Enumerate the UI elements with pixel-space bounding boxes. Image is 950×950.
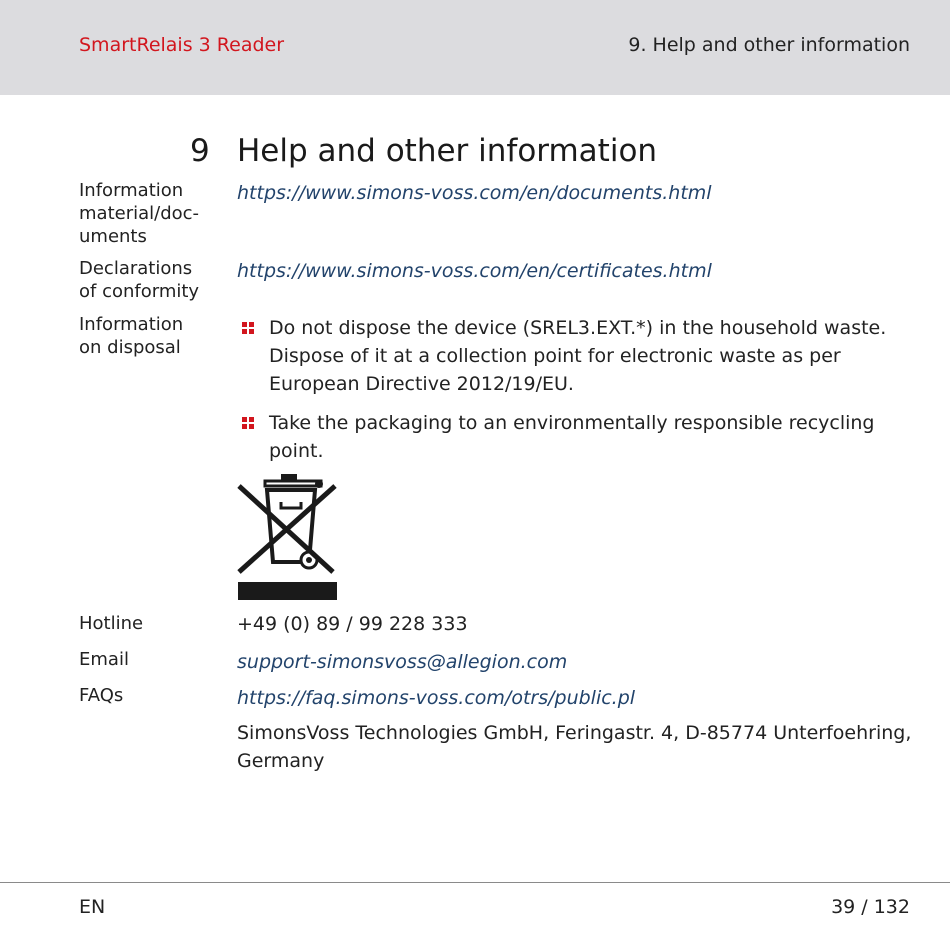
label-line: Information [79, 314, 184, 335]
hotline-number: +49 (0) 89 / 99 228 333 [237, 613, 468, 635]
label-line: of conformity [79, 281, 200, 302]
page-header [0, 0, 950, 95]
company-address [237, 719, 927, 775]
address-line: SimonsVoss Technologies GmbH, Feringastr. 4, D-85774 Unterfoehring, [237, 722, 912, 744]
bullet-line: European Directive 2012/19/EU. [269, 373, 574, 395]
page-number: 39 / 132 [831, 896, 910, 918]
bullet-icon [241, 321, 257, 337]
running-section-title: 9. Help and other information [628, 34, 910, 56]
footer-language: EN [79, 896, 106, 918]
address-line: Germany [237, 750, 325, 772]
label-declarations-of-conformity [79, 257, 229, 303]
bullet-line: point. [269, 440, 324, 462]
chapter-number: 9 [190, 133, 210, 169]
bullet-line: Take the packaging to an environmentally responsible recycling [269, 412, 875, 434]
packaging-bullet-text [269, 409, 899, 465]
label-line: on disposal [79, 337, 181, 358]
footer-divider [0, 882, 950, 883]
chapter-title: Help and other information [237, 133, 658, 169]
certificates-link[interactable]: https://www.simons-voss.com/en/certificates.html [237, 260, 712, 282]
label-information-material [79, 179, 229, 248]
crossed-out-wheelie-bin-icon [237, 472, 337, 602]
document-brand: SmartRelais 3 Reader [79, 34, 285, 56]
bullet-line: Do not dispose the device (SREL3.EXT.*) in the household waste. [269, 317, 887, 339]
documents-link[interactable]: https://www.simons-voss.com/en/documents.html [237, 182, 712, 204]
label-line: uments [79, 226, 147, 247]
label-line: material/doc- [79, 203, 200, 224]
label-faqs: FAQs [79, 685, 124, 706]
label-line: Declarations [79, 258, 193, 279]
disposal-bullet-text [269, 314, 899, 398]
bullet-icon [241, 416, 257, 432]
label-line: Information [79, 180, 184, 201]
label-email: Email [79, 649, 129, 670]
label-information-on-disposal [79, 313, 229, 359]
bullet-line: Dispose of it at a collection point for electronic waste as per [269, 345, 841, 367]
email-link[interactable]: support-simonsvoss@allegion.com [237, 651, 568, 673]
faq-link[interactable]: https://faq.simons-voss.com/otrs/public.pl [237, 687, 636, 709]
label-hotline: Hotline [79, 613, 144, 634]
